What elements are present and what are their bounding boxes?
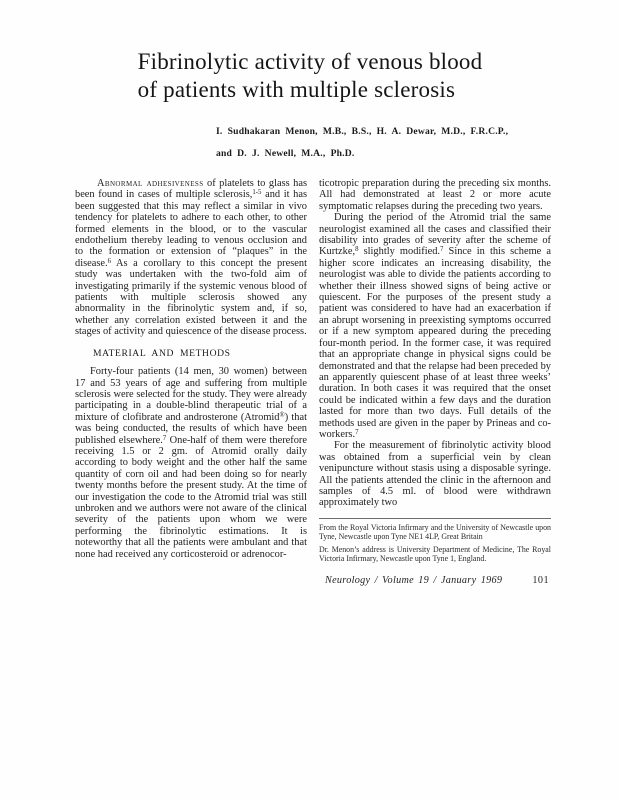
section-heading-material-and-methods: MATERIAL AND METHODS (93, 347, 231, 359)
footnote-divider (319, 518, 551, 519)
footnote-affiliation: From the Royal Victoria Infirmary and the University of Newcastle upon Tyne, Newcastle upon Tyne NE1 4LP, Great Britain (319, 522, 551, 542)
journal-citation: Neurology / Volume 19 / January 1969 (325, 575, 503, 587)
intro-paragraph: Abnormal adhesiveness of platelets to glass has been found in cases of multiple sclerosis,$^{1-5}$ and it has been suggested that this may reflect a similar in vivo tendency for platelets to adhere to each other, to other formed elements in the blood, or to the vascular endothelium thereby leading to venous occlusion and to the formation or extension of “plaques” in the disease.$^6$ As a corollary to this concept the present study was undertaken with the two-fold aim of investigating primarily if the systemic venous blood of patients with multiple sclerosis showed any abnormality in the fibrinolytic system and, if so, whether any correlation existed between it and the stages of activity and quiescence of the disease process. (75, 178, 308, 338)
methods-paragraph: Forty-four patients (14 men, 30 women) between 17 and 53 years of age and suffering from multiple sclerosis were selected for the study. They were already participating in a double-blind therapeutic trial of a mixture of clofibrate and androsterone (Atromid®) that was being conducted, the results of which have been published elsewhere.$^7$ One-half of them were therefore receiving 1.5 or 2 gm. of Atromid orally daily according to body weight and the other half the same quantity of corn oil and had been doing so for nearly twenty months before the present study. At the time of our investigation the code to the Atromid trial was still unbroken and we authors were not aware of the clinical severity of the patients upon whom we were performing the fibrinolytic estimations. It is noteworthy that all the patients were ambulant and that none had received any corticosteroid or adrenocor- (75, 366, 308, 560)
page-number: 101 (532, 575, 550, 587)
author-line-1: I. Sudhakaran Menon, M.B., B.S., H. A. Dewar, M.D., F.R.C.P., (216, 126, 509, 137)
left-column (75, 178, 307, 587)
body-paragraph-blood-measurement: For the measurement of fibrinolytic activity blood was obtained from a superficial vein by clean venipuncture without stasis using a disposable syringe. All the patients attended the clinic in the afternoon and samples of 4.5 ml. of blood were withdrawn approximately two (319, 440, 551, 509)
article-title-line2: of patients with multiple sclerosis (137, 76, 456, 102)
article-title-line1: Fibrinolytic activity of venous blood (137, 49, 483, 74)
author-line-2: and D. J. Newell, M.A., Ph.D. (216, 148, 355, 159)
body-paragraph-atromid-trial: During the period of the Atromid trial the same neurologist examined all the cases and classified their disability into grades of severity after the scheme of Kurtzke,$^8$ slightly modified.$^7$ Since in this scheme a higher score indicates an increasing disability, the neurologist was able to divide the patients according to whether their illness showed signs of being active or quiescent. For the purposes of the present study a patient was considered to have had an exacerbation if an abrupt worsening in preexisting symptoms occurred or if a new symptom appeared during the preceding four-month period. In the former case, it was required that an appropriate change in physical signs could be demonstrated and that the relapse had been preceded by an apparently quiescent phase of at least three weeks’ duration. In both cases it was required that the onset could be indicated within a few days and the duration lasted for more than two days. Full details of the methods used are given in the paper by Prineas and co-workers.$^7$ (319, 212, 552, 440)
author-block (216, 121, 620, 165)
journal-footer (319, 575, 551, 586)
article-body (75, 178, 620, 587)
footnote-address: Dr. Menon’s address is University Department of Medicine, The Royal Victoria Infirmary, Newcastle upon Tyne 1, England. (319, 544, 551, 563)
right-column (319, 178, 551, 587)
article-title (138, 0, 483, 103)
body-paragraph-continuation: ticotropic preparation during the preceding six months. All had demonstrated at least 2 or more acute symptomatic relapses during the preceding two years. (319, 178, 551, 212)
